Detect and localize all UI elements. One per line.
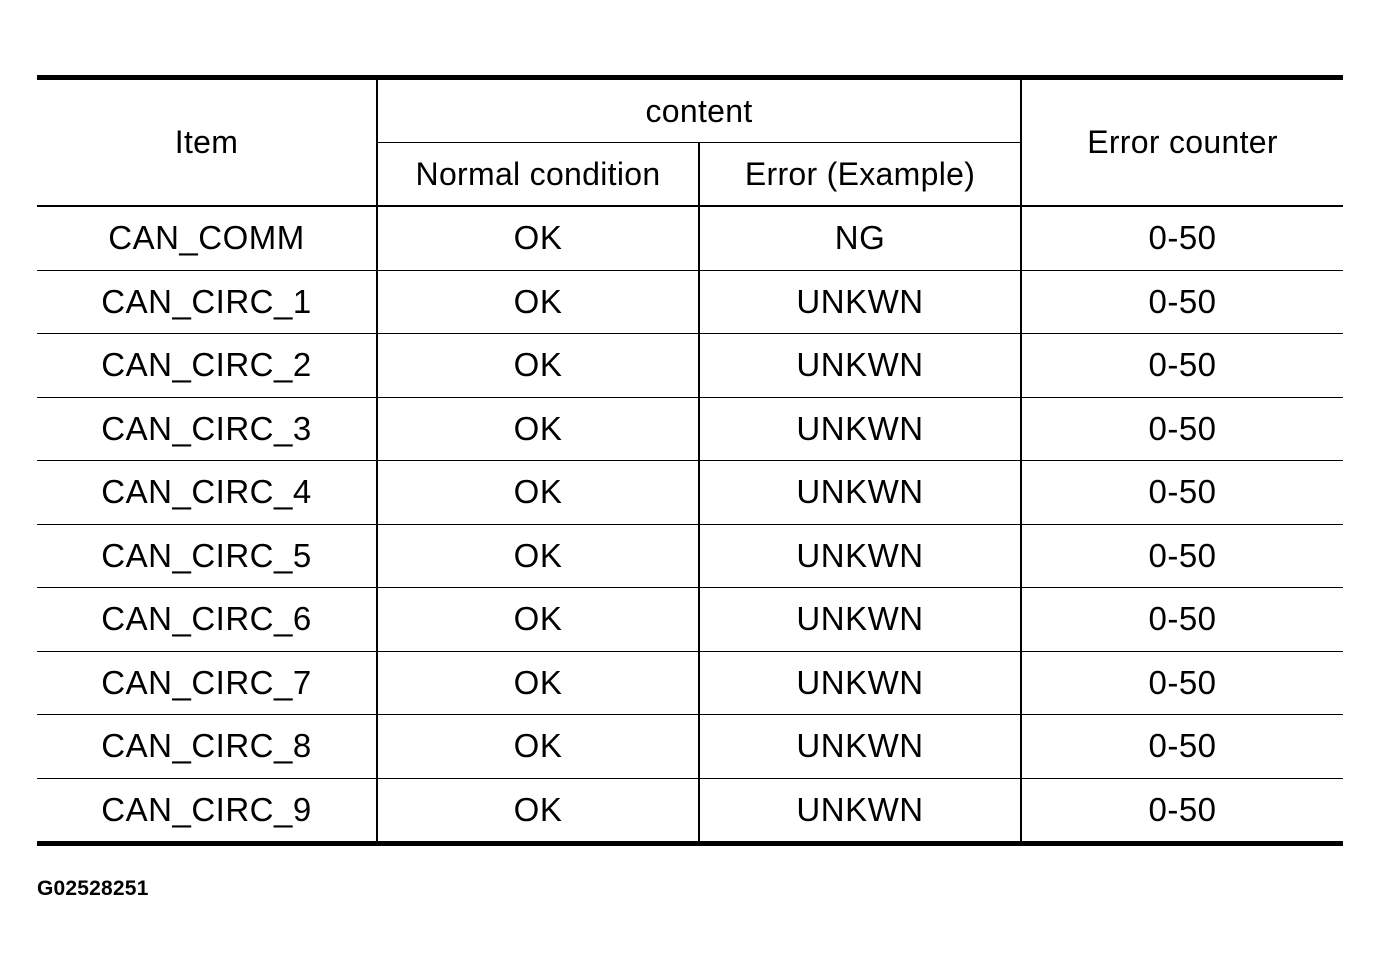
cell-counter: 0-50: [1021, 334, 1343, 398]
header-content: content: [377, 78, 1021, 143]
cell-error: UNKWN: [699, 715, 1021, 779]
cell-item: CAN_CIRC_5: [37, 524, 377, 588]
cell-normal: OK: [377, 270, 699, 334]
cell-error: UNKWN: [699, 524, 1021, 588]
cell-item: CAN_CIRC_6: [37, 588, 377, 652]
header-error-example: Error (Example): [699, 143, 1021, 207]
figure-id: G02528251: [37, 877, 149, 900]
cell-normal: OK: [377, 524, 699, 588]
header-normal-condition: Normal condition: [377, 143, 699, 207]
cell-normal: OK: [377, 461, 699, 525]
cell-error: UNKWN: [699, 588, 1021, 652]
cell-item: CAN_CIRC_2: [37, 334, 377, 398]
cell-normal: OK: [377, 778, 699, 844]
cell-error: UNKWN: [699, 334, 1021, 398]
cell-item: CAN_COMM: [37, 206, 377, 270]
cell-counter: 0-50: [1021, 397, 1343, 461]
header-item: Item: [174, 124, 239, 160]
cell-normal: OK: [377, 397, 699, 461]
cell-error: UNKWN: [699, 651, 1021, 715]
table-row: [37, 651, 1343, 715]
cell-counter: 0-50: [1021, 270, 1343, 334]
table-row: [37, 778, 1343, 844]
table-row: [37, 270, 1343, 334]
cell-error: NG: [699, 206, 1021, 270]
cell-counter: 0-50: [1021, 524, 1343, 588]
header-row-top: [37, 78, 1343, 143]
cell-normal: OK: [377, 651, 699, 715]
cell-item: CAN_CIRC_8: [37, 715, 377, 779]
cell-item: CAN_CIRC_4: [37, 461, 377, 525]
cell-counter: 0-50: [1021, 651, 1343, 715]
header-error-counter: Error counter: [1021, 78, 1343, 207]
cell-normal: OK: [377, 715, 699, 779]
table-row: [37, 588, 1343, 652]
table-row: [37, 206, 1343, 270]
table-row: [37, 524, 1343, 588]
cell-normal: OK: [377, 206, 699, 270]
can-status-table: [37, 75, 1343, 846]
cell-normal: OK: [377, 588, 699, 652]
cell-item: CAN_CIRC_7: [37, 651, 377, 715]
cell-counter: 0-50: [1021, 588, 1343, 652]
cell-item: CAN_CIRC_9: [37, 778, 377, 844]
cell-error: UNKWN: [699, 461, 1021, 525]
cell-error: UNKWN: [699, 778, 1021, 844]
table-row: [37, 715, 1343, 779]
cell-counter: 0-50: [1021, 461, 1343, 525]
table-row: [37, 397, 1343, 461]
cell-counter: 0-50: [1021, 715, 1343, 779]
cell-item: CAN_CIRC_3: [37, 397, 377, 461]
cell-error: UNKWN: [699, 270, 1021, 334]
cell-item: CAN_CIRC_1: [37, 270, 377, 334]
table-row: [37, 461, 1343, 525]
cell-counter: 0-50: [1021, 778, 1343, 844]
table-row: [37, 334, 1343, 398]
cell-normal: OK: [377, 334, 699, 398]
cell-counter: 0-50: [1021, 206, 1343, 270]
cell-error: UNKWN: [699, 397, 1021, 461]
